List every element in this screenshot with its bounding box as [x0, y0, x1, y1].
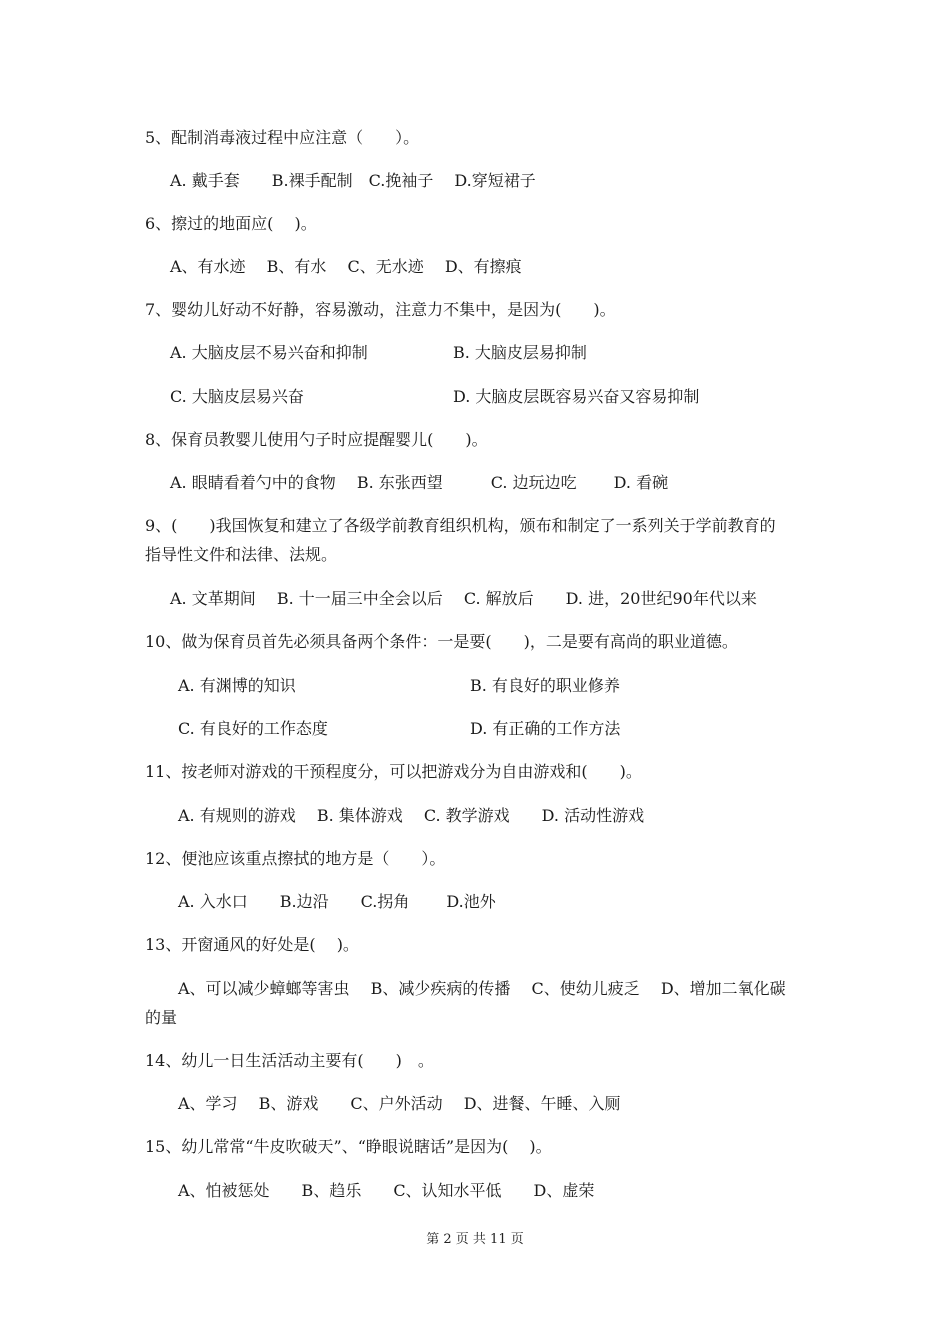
question-7-stem: 7、婴幼儿好动不好静，容易激动，注意力不集中，是因为( )。: [145, 300, 616, 319]
question-14-stem: 14、幼儿一日生活活动主要有( ) 。: [145, 1051, 434, 1070]
question-9-stem-line-2: 指导性文件和法律、法规。: [145, 545, 338, 564]
question-11-options: A. 有规则的游戏 B. 集体游戏 C. 教学游戏 D. 活动性游戏: [178, 806, 645, 825]
question-11-stem: 11、按老师对游戏的干预程度分，可以把游戏分为自由游戏和( )。: [145, 762, 642, 781]
question-5-stem: 5、配制消毒液过程中应注意（ ）。: [145, 128, 420, 147]
question-10-option-b: B. 有良好的职业修养: [470, 676, 620, 695]
question-12-stem: 12、便池应该重点擦拭的地方是（ ）。: [145, 849, 446, 868]
question-12-options: A. 入水口 B.边沿 C.拐角 D.池外: [178, 892, 496, 911]
question-9-options: A. 文革期间 B. 十一届三中全会以后 C. 解放后 D. 进，20世纪90年代以来: [170, 589, 757, 608]
question-10-option-a: A. 有渊博的知识: [178, 676, 296, 695]
question-5-options: A. 戴手套 B.裸手配制 C.挽袖子 D.穿短裙子: [170, 171, 536, 190]
question-7-option-b: B. 大脑皮层易抑制: [453, 343, 587, 362]
question-6-stem: 6、擦过的地面应( )。: [145, 214, 317, 233]
question-14-options: A、学习 B、游戏 C、户外活动 D、进餐、午睡、入厕: [178, 1094, 621, 1113]
question-8-options: A. 眼睛看着勺中的食物 B. 东张西望 C. 边玩边吃 D. 看碗: [170, 473, 669, 492]
question-13-stem: 13、开窗通风的好处是( )。: [145, 935, 359, 954]
question-15-stem: 15、幼儿常常“牛皮吹破天”、“睁眼说瞎话”是因为( )。: [145, 1137, 552, 1156]
question-10-option-c: C. 有良好的工作态度: [178, 719, 328, 738]
question-10-stem: 10、做为保育员首先必须具备两个条件：一是要( )，二是要有高尚的职业道德。: [145, 632, 738, 651]
question-7-option-a: A. 大脑皮层不易兴奋和抑制: [170, 343, 368, 362]
question-6-options: A、有水迹 B、有水 C、无水迹 D、有擦痕: [170, 257, 522, 276]
question-8-stem: 8、保育员教婴儿使用勺子时应提醒婴儿( )。: [145, 430, 488, 449]
question-15-options: A、怕被惩处 B、趋乐 C、认知水平低 D、虚荣: [178, 1181, 595, 1200]
question-7-option-c: C. 大脑皮层易兴奋: [170, 387, 304, 406]
question-13-options-line-1: A、可以减少蟑螂等害虫 B、减少疾病的传播 C、使幼儿疲乏 D、增加二氧化碳: [178, 979, 786, 998]
question-7-option-d: D. 大脑皮层既容易兴奋又容易抑制: [453, 387, 700, 406]
page-number-footer: 第 2 页 共 11 页: [426, 1232, 524, 1247]
question-9-stem-line-1: 9、( )我国恢复和建立了各级学前教育组织机构，颁布和制定了一系列关于学前教育的: [145, 516, 776, 535]
question-10-option-d: D. 有正确的工作方法: [470, 719, 621, 738]
question-13-options-line-2: 的量: [145, 1008, 178, 1027]
